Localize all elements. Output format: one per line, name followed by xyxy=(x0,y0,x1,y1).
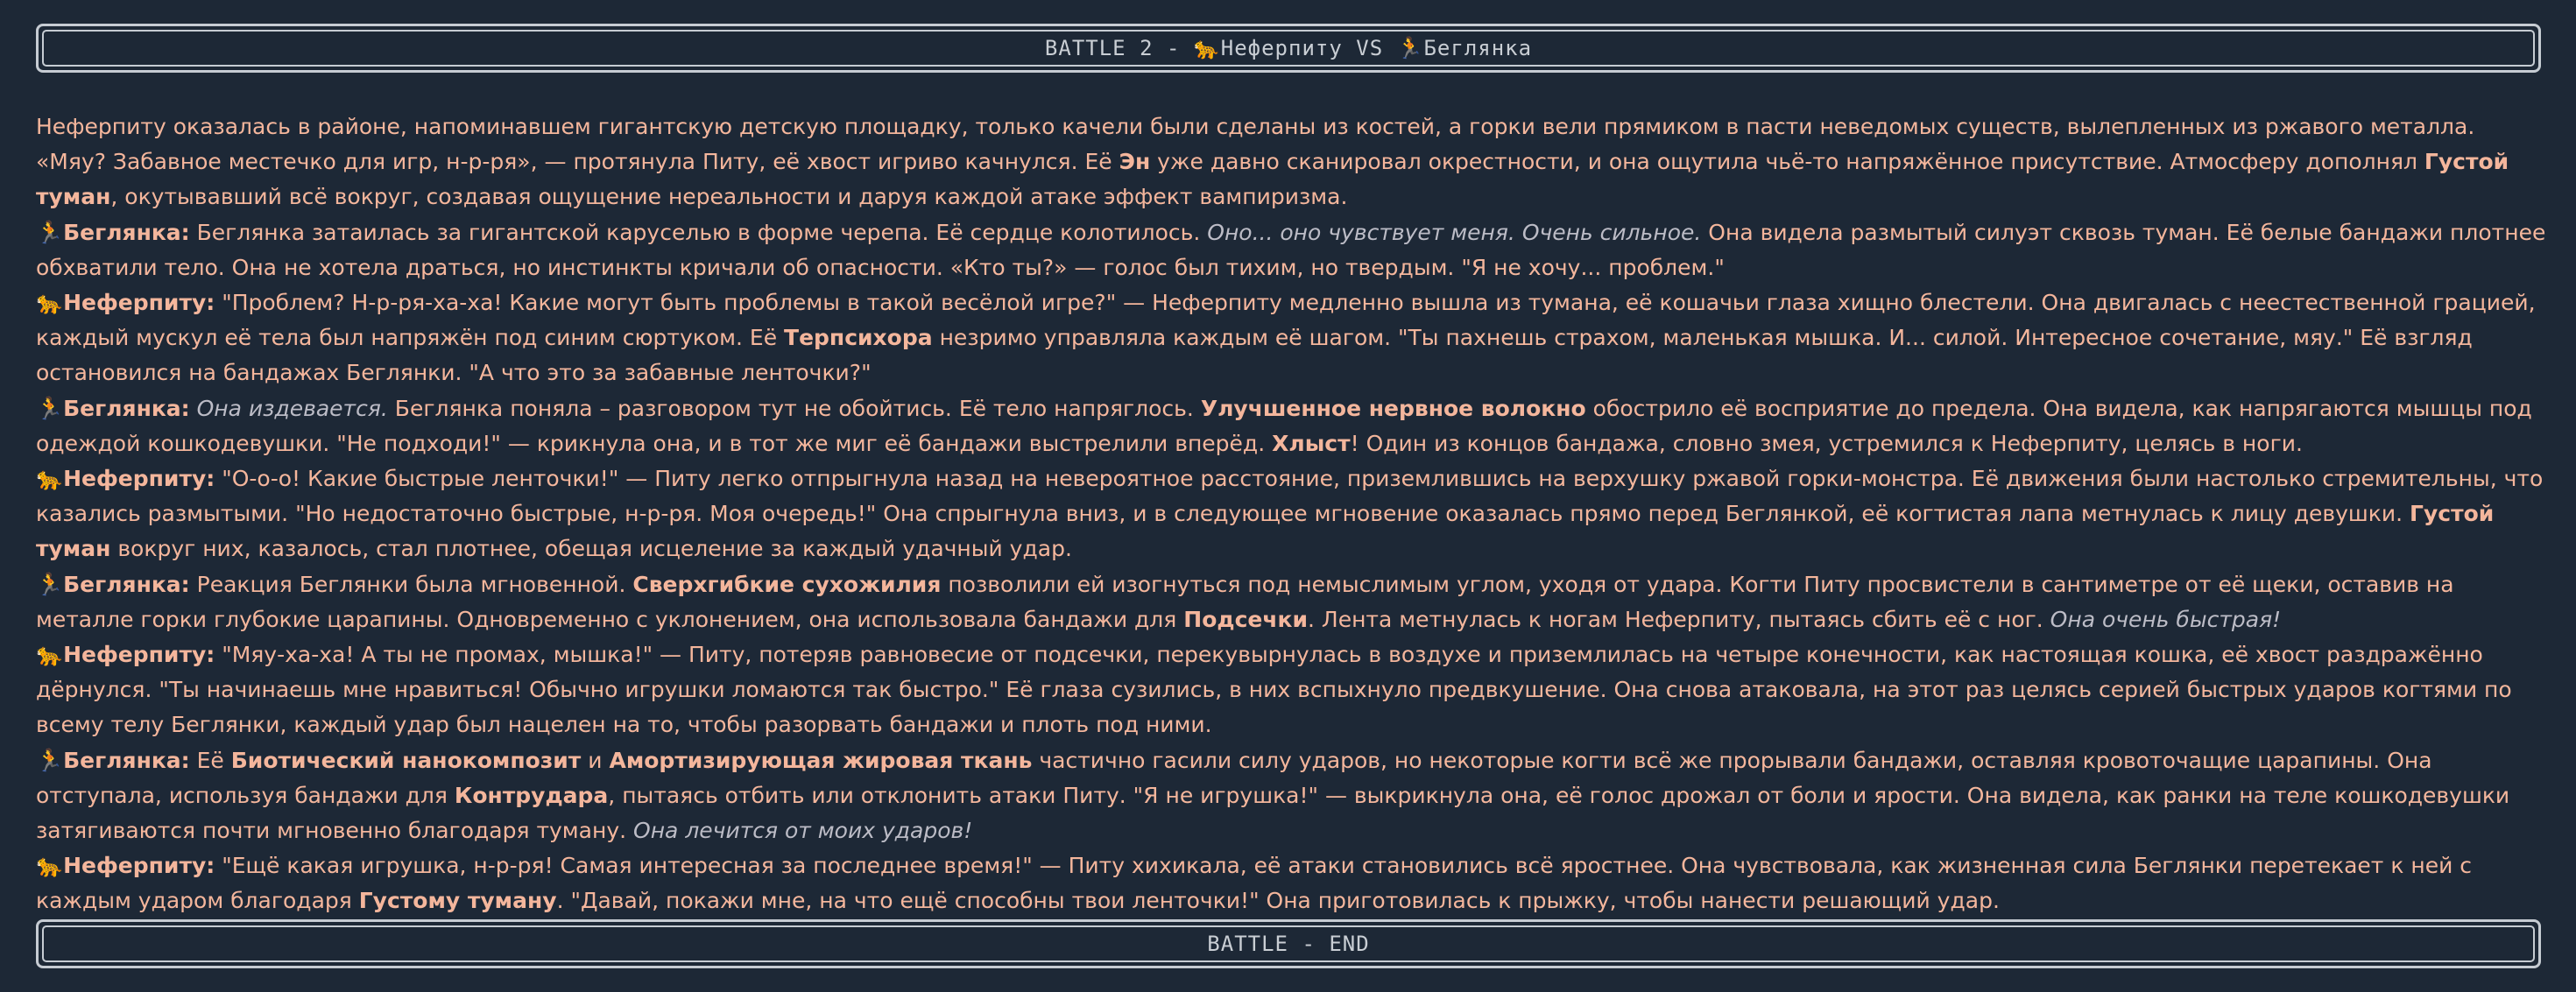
speaker-label: 🐆Неферпиту: xyxy=(36,466,215,492)
inner-thought: Она очень быстрая! xyxy=(2050,606,2282,632)
inner-thought: Она лечится от моих ударов! xyxy=(633,818,973,844)
ability-name: Густой туман xyxy=(36,501,2495,562)
narration-text: и xyxy=(581,747,610,773)
narration-text: Неферпиту оказалась в районе, напоминавшем гигантскую детскую площадку, только качели были сделаны из костей, а горки вели прямиком в пасти неведомых существ, вылепленных из ржавого металла. «Мяу? Забавное местечко для игр, н-р-ря», — протянула Питу, её хвост игриво качнулся. Её xyxy=(36,114,2475,175)
narration-text: Беглянка поняла – разговором тут не обойтись. Её тело напряглось. xyxy=(387,395,1201,421)
ability-name: Эн xyxy=(1119,149,1151,175)
speaker-label: 🏃Беглянка: xyxy=(36,219,190,245)
narration-text: Её xyxy=(189,747,231,773)
paragraph-runaway-4 xyxy=(36,743,2550,849)
paragraph-runaway-3 xyxy=(36,567,2550,637)
battle-title: BATTLE 2 - 🐆Неферпиту VS 🏃Беглянка xyxy=(1044,36,1533,60)
battle-end-banner xyxy=(36,919,2541,968)
paragraph-neferpitou-3 xyxy=(36,637,2550,743)
speaker-label: 🏃Беглянка: xyxy=(36,571,190,597)
speaker-label: 🐆Неферпиту: xyxy=(36,642,215,668)
narration-text: ! Один из концов бандажа, словно змея, устремился к Неферпиту, целясь в ноги. xyxy=(1350,430,2303,456)
narration-text: Она видела размытый силуэт сквозь туман. Её белые бандажи плотнее обхватили тело. Она не хотела драться, но инстинкты кричали об опасности. «Кто ты?» — голос был тихим, но твердым. "Я не хочу... проблем." xyxy=(36,219,2546,280)
narration-text: . "Давай, покажи мне, на что ещё способны твои ленточки!" Она приготовилась к прыжку, чтобы нанести решающий удар. xyxy=(556,888,2000,914)
narration-text: , окутывавший всё вокруг, создавая ощущение нереальности и даруя каждой атаке эффект вампиризма. xyxy=(110,184,1348,210)
paragraph-intro xyxy=(36,109,2550,215)
ability-name: Подсечки xyxy=(1183,606,1308,632)
battle-end-title: BATTLE - END xyxy=(1207,932,1370,956)
narration-text: частично гасили силу ударов, но некоторые когти всё же прорывали бандажи, оставляя кровоточащие царапины. Она отступала, используя бандажи для xyxy=(36,747,2432,808)
ability-name: Контрудара xyxy=(454,782,609,808)
speaker-label: 🏃Беглянка: xyxy=(36,747,190,773)
ability-name: Густой туман xyxy=(36,149,2509,210)
ability-name: Сверхгибкие сухожилия xyxy=(632,571,942,597)
speaker-label: 🐆Неферпиту: xyxy=(36,853,215,879)
paragraph-neferpitou-4 xyxy=(36,848,2550,918)
inner-thought: Она издевается. xyxy=(196,395,388,421)
paragraph-runaway-1 xyxy=(36,215,2550,285)
ability-name: Хлыст xyxy=(1272,430,1351,456)
paragraph-neferpitou-1 xyxy=(36,285,2550,391)
ability-name: Амортизирующая жировая ткань xyxy=(609,747,1033,773)
narration-text: , пытаясь отбить или отклонить атаки Питу. "Я не игрушка!" — выкрикнула она, её голос дрожал от боли и ярости. Она видела, как ранки на теле кошкодевушки затягиваются почти мгновенно благодаря туману. xyxy=(36,782,2510,844)
battle-header-banner xyxy=(36,24,2541,73)
ability-name: Густому туману xyxy=(358,888,557,914)
paragraph-neferpitou-2 xyxy=(36,461,2550,567)
narration-text: "Ещё какая игрушка, н-р-ря! Самая интересная за последнее время!" — Питу хихикала, её атаки становились всё яростнее. Она чувствовала, как жизненная сила Беглянки перетекает к ней с каждым ударом благодаря xyxy=(36,853,2473,914)
speaker-label: 🏃Беглянка: xyxy=(36,395,190,421)
narration-text: . Лента метнулась к ногам Неферпиту, пытаясь сбить её с ног. xyxy=(1308,606,2050,632)
narration-text: Реакция Беглянки была мгновенной. xyxy=(189,571,633,597)
narration-text: позволили ей изогнуться под немыслимым углом, уходя от удара. Когти Питу просвистели в сантиметре от её щеки, оставив на металле горки глубокие царапины. Одновременно с уклонением, она использовала бандажи для xyxy=(36,571,2454,632)
ability-name: Биотический нанокомпозит xyxy=(230,747,582,773)
ability-name: Улучшенное нервное волокно xyxy=(1200,395,1586,421)
paragraph-runaway-2 xyxy=(36,391,2550,461)
narration-text: "Проблем? Н-р-ря-ха-ха! Какие могут быть проблемы в такой весёлой игре?" — Неферпиту медленно вышла из тумана, её кошачьи глаза хищно блестели. Она двигалась с неестественной грацией, каждый мускул её тела был напряжён под синим сюртуком. Её xyxy=(36,290,2536,351)
battle-story xyxy=(36,109,2550,919)
narration-text: "О-о-о! Какие быстрые ленточки!" — Питу легко отпрыгнула назад на невероятное расстояние, приземлившись на верхушку ржавой горки-монстра. Её движения были настолько стремительны, что казались размытыми. "Но недостаточно быстрые, н-р-ря. Моя очередь!" Она спрыгнула вниз, и в следующее мгновение оказалась прямо перед Беглянкой, её когтистая лапа метнулась к лицу девушки. xyxy=(36,466,2544,527)
ability-name: Терпсихора xyxy=(784,325,933,351)
narration-text: незримо управляла каждым её шагом. "Ты пахнешь страхом, маленькая мышка. И... силой. Интересное сочетание, мяу." Её взгляд остановился на бандажах Беглянки. "А что это за забавные ленточки?" xyxy=(36,325,2473,386)
inner-thought: Оно... оно чувствует меня. Очень сильное. xyxy=(1207,219,1702,245)
narration-text: вокруг них, казалось, стал плотнее, обещая исцеление за каждый удачный удар. xyxy=(110,536,1072,562)
speaker-label: 🐆Неферпиту: xyxy=(36,290,215,316)
narration-text: Беглянка затаилась за гигантской каруселью в форме черепа. Её сердце колотилось. xyxy=(189,219,1208,245)
narration-text: "Мяу-ха-ха! А ты не промах, мышка!" — Питу, потеряв равновесие от подсечки, перекувырнулась в воздухе и приземлилась на четыре конечности, как настоящая кошка, её хвост раздражённо дёрнулся. "Ты начинаешь мне нравиться! Обычно игрушки ломаются так быстро." Её глаза сузились, в них вспыхнуло предвкушение. Она снова атаковала, на этот раз целясь серией быстрых ударов когтями по всему телу Беглянки, каждый удар был нацелен на то, чтобы разорвать бандажи и плоть под ними. xyxy=(36,642,2512,738)
narration-text: обострило её восприятие до предела. Она видела, как напрягаются мышцы под одеждой кошкодевушки. "Не подходи!" — крикнула она, и в тот же миг её бандажи выстрелили вперёд. xyxy=(36,395,2532,456)
narration-text: уже давно сканировал окрестности, и она ощутила чьё-то напряжённое присутствие. Атмосферу дополнял xyxy=(1150,149,2424,175)
